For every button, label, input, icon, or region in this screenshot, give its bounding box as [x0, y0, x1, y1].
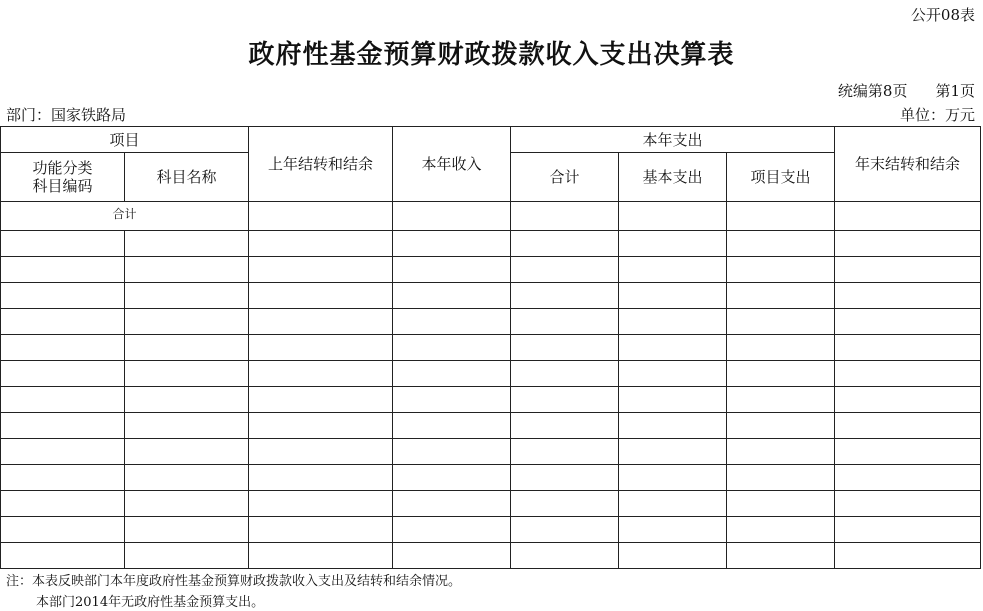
header-func-code-line1: 功能分类 [32, 159, 93, 177]
table-cell [511, 202, 619, 231]
table-cell [393, 387, 511, 413]
note-line-2: 本部门2014年无政府性基金预算支出。 [36, 595, 265, 610]
unit-label: 单位：万元 [899, 106, 975, 124]
table-body [1, 202, 981, 569]
table-cell [511, 231, 619, 257]
table-cell [835, 309, 981, 335]
table-cell [1, 231, 125, 257]
table-cell [393, 309, 511, 335]
budget-table [0, 126, 981, 569]
table-cell [619, 231, 727, 257]
table-row [1, 387, 981, 413]
header-total: 合计 [511, 153, 619, 202]
table-cell [619, 335, 727, 361]
table-cell [511, 361, 619, 387]
table-cell [835, 465, 981, 491]
table-row [1, 465, 981, 491]
table-cell [393, 283, 511, 309]
table-row [1, 439, 981, 465]
table-cell [835, 491, 981, 517]
table-cell [727, 413, 835, 439]
table-cell [249, 202, 393, 231]
table-cell [511, 439, 619, 465]
table-cell [511, 543, 619, 569]
table-row [1, 413, 981, 439]
table-cell [249, 465, 393, 491]
table-cell [835, 413, 981, 439]
table-cell [125, 439, 249, 465]
table-cell [1, 335, 125, 361]
table-cell [511, 335, 619, 361]
table-cell [619, 517, 727, 543]
table-cell [249, 413, 393, 439]
table-cell [1, 465, 125, 491]
header-prev-balance: 上年结转和结余 [249, 127, 393, 202]
table-cell [835, 387, 981, 413]
table-row [1, 517, 981, 543]
table-cell [1, 387, 125, 413]
table-row [1, 231, 981, 257]
table-cell [1, 439, 125, 465]
table-cell [835, 439, 981, 465]
table-cell [393, 335, 511, 361]
table-cell [249, 231, 393, 257]
table-cell [125, 465, 249, 491]
header-expense: 本年支出 [511, 127, 835, 153]
table-cell [619, 202, 727, 231]
sum-label: 合计 [1, 202, 249, 231]
table-cell [249, 439, 393, 465]
table-cell [249, 335, 393, 361]
table-cell [393, 439, 511, 465]
table-cell [511, 387, 619, 413]
table-row [1, 257, 981, 283]
table-cell [619, 413, 727, 439]
page-title: 政府性基金预算财政拨款收入支出决算表 [248, 40, 735, 70]
table-cell [727, 257, 835, 283]
table-cell [125, 257, 249, 283]
table-row [1, 361, 981, 387]
header-func-code-line2: 科目编码 [32, 177, 93, 195]
page-sequence: 统编第8页 [837, 82, 908, 100]
table-cell [727, 465, 835, 491]
table-cell [249, 543, 393, 569]
table-cell [511, 465, 619, 491]
table-cell [393, 517, 511, 543]
table-cell [249, 257, 393, 283]
table-cell [1, 413, 125, 439]
header-subject-name: 科目名称 [125, 153, 249, 202]
table-cell [619, 387, 727, 413]
table-cell [1, 543, 125, 569]
table-cell [125, 335, 249, 361]
table-cell [1, 517, 125, 543]
table-row [1, 491, 981, 517]
table-cell [835, 231, 981, 257]
table-cell [125, 283, 249, 309]
table-cell [727, 283, 835, 309]
table-cell [727, 543, 835, 569]
table-cell [1, 257, 125, 283]
table-cell [1, 491, 125, 517]
table-cell [249, 361, 393, 387]
table-cell [125, 517, 249, 543]
table-cell [619, 439, 727, 465]
table-cell [835, 517, 981, 543]
table-cell [393, 543, 511, 569]
table-cell [125, 491, 249, 517]
header-project: 项目支出 [727, 153, 835, 202]
sum-row [1, 202, 981, 231]
table-cell [727, 439, 835, 465]
table-cell [619, 491, 727, 517]
table-cell [249, 517, 393, 543]
table-cell [125, 309, 249, 335]
table-cell [511, 413, 619, 439]
table-cell [619, 361, 727, 387]
table-cell [1, 283, 125, 309]
table-cell [393, 231, 511, 257]
table-row [1, 309, 981, 335]
table-cell [619, 257, 727, 283]
table-cell [125, 231, 249, 257]
table-cell [393, 202, 511, 231]
page-info [838, 80, 975, 101]
table-cell [727, 387, 835, 413]
table-cell [249, 491, 393, 517]
table-cell [1, 361, 125, 387]
table-cell [835, 257, 981, 283]
table-cell [727, 517, 835, 543]
table-cell [125, 361, 249, 387]
table-cell [249, 387, 393, 413]
table-cell [619, 283, 727, 309]
table-cell [727, 231, 835, 257]
table-cell [511, 491, 619, 517]
table-cell [125, 413, 249, 439]
table-cell [393, 465, 511, 491]
table-cell [835, 202, 981, 231]
table-cell [835, 335, 981, 361]
table-cell [727, 309, 835, 335]
note-line-1: 注：本表反映部门本年度政府性基金预算财政拨款收入支出及结转和结余情况。 [6, 574, 462, 589]
header-basic: 基本支出 [619, 153, 727, 202]
table-cell [511, 283, 619, 309]
table-cell [619, 465, 727, 491]
header-income: 本年收入 [393, 127, 511, 202]
header-func-code [1, 153, 125, 202]
table-row [1, 543, 981, 569]
table-cell [511, 257, 619, 283]
table-cell [727, 335, 835, 361]
table-cell [835, 361, 981, 387]
department-label: 部门：国家铁路局 [6, 106, 127, 124]
table-cell [511, 517, 619, 543]
table-cell [249, 283, 393, 309]
table-cell [393, 413, 511, 439]
table-cell [727, 491, 835, 517]
table-cell [1, 309, 125, 335]
table-cell [125, 543, 249, 569]
table-cell [125, 387, 249, 413]
table-cell [619, 309, 727, 335]
table-cell [393, 361, 511, 387]
header-end-balance: 年末结转和结余 [835, 127, 981, 202]
table-cell [511, 309, 619, 335]
table-cell [393, 491, 511, 517]
table-cell [835, 283, 981, 309]
table-cell [727, 361, 835, 387]
header-item: 项目 [1, 127, 249, 153]
table-cell [393, 257, 511, 283]
form-code: 公开08表 [910, 6, 975, 24]
table-cell [249, 309, 393, 335]
table-cell [727, 202, 835, 231]
table-cell [619, 543, 727, 569]
page-number: 第1页 [935, 82, 975, 100]
table-row [1, 283, 981, 309]
table-cell [835, 543, 981, 569]
table-row [1, 335, 981, 361]
